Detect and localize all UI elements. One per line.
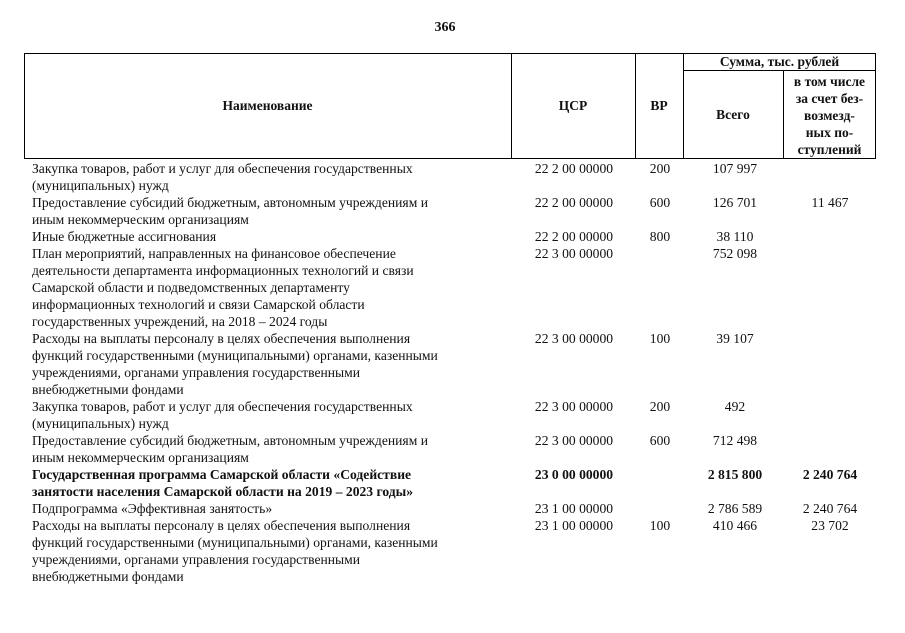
table-row xyxy=(0,466,905,500)
header-free-line: за счет без- xyxy=(795,90,864,106)
row-total: 712 498 xyxy=(712,433,758,448)
table-row xyxy=(0,398,905,432)
row-total: 38 110 xyxy=(716,229,754,244)
row-vr: 600 xyxy=(649,195,671,210)
row-total: 126 701 xyxy=(712,195,758,210)
row-code: 22 2 00 00000 xyxy=(534,229,614,244)
row-vr: 200 xyxy=(649,161,671,176)
row-vr: 100 xyxy=(649,518,671,533)
row-name-line: учреждениями, органами управления государственными xyxy=(32,365,361,380)
row-free: 11 467 xyxy=(811,195,849,210)
row-name-line: Расходы на выплаты персоналу в целях обеспечения выполнения xyxy=(32,331,411,346)
row-total: 107 997 xyxy=(712,161,758,176)
row-name-line: государственных учреждений, на 2018 – 2024 годы xyxy=(32,314,328,329)
row-vr: 200 xyxy=(649,399,671,414)
row-name-line: Иные бюджетные ассигнования xyxy=(32,229,217,244)
header-free-line: возмезд- xyxy=(804,107,855,123)
table-body xyxy=(0,160,905,585)
row-code: 23 1 00 00000 xyxy=(534,501,614,516)
row-code: 22 2 00 00000 xyxy=(534,161,614,176)
row-vr: 100 xyxy=(649,331,671,346)
row-code: 23 0 00 00000 xyxy=(534,467,614,482)
table-header xyxy=(24,53,876,159)
row-total: 2 815 800 xyxy=(707,467,763,482)
page-number: 366 xyxy=(434,20,456,35)
table-row xyxy=(0,432,905,466)
row-name-line: информационных технологий и связи Самарской области xyxy=(32,297,365,312)
row-name-line: иным некоммерческим организациям xyxy=(32,212,249,227)
header-vr: ВР xyxy=(650,98,668,113)
row-name xyxy=(32,228,492,245)
row-vr: 600 xyxy=(649,433,671,448)
row-name xyxy=(32,245,492,330)
row-name-line: План мероприятий, направленных на финансовое обеспечение xyxy=(32,246,396,261)
row-name-line: Самарской области и подведомственных департаменту xyxy=(32,280,350,295)
table-row xyxy=(0,194,905,228)
row-name-line: Предоставление субсидий бюджетным, автономным учреждениям и xyxy=(32,433,428,448)
row-name-line: Закупка товаров, работ и услуг для обеспечения государственных xyxy=(32,399,413,414)
row-code: 22 2 00 00000 xyxy=(534,195,614,210)
row-total: 2 786 589 xyxy=(707,501,763,516)
row-name xyxy=(32,194,492,228)
row-name xyxy=(32,398,492,432)
row-total: 492 xyxy=(724,399,746,414)
header-csr: ЦСР xyxy=(558,98,588,113)
row-name-line: Закупка товаров, работ и услуг для обеспечения государственных xyxy=(32,161,413,176)
table-row xyxy=(0,500,905,517)
row-name-line: (муниципальных) нужд xyxy=(32,416,169,431)
row-name xyxy=(32,160,492,194)
table-row xyxy=(0,160,905,194)
row-name-line: внебюджетными фондами xyxy=(32,382,184,397)
header-free-line: ных по- xyxy=(805,124,854,140)
row-name-line: функций государственными (муниципальными) органами, казенными xyxy=(32,348,438,363)
row-name-line: иным некоммерческим организациям xyxy=(32,450,249,465)
row-code: 23 1 00 00000 xyxy=(534,518,614,533)
header-free-line: в том числе xyxy=(793,73,866,89)
row-free: 2 240 764 xyxy=(802,467,858,482)
row-name xyxy=(32,432,492,466)
row-name-line: учреждениями, органами управления государственными xyxy=(32,552,361,567)
row-name-line: деятельности департамента информационных технологий и связи xyxy=(32,263,414,278)
row-code: 22 3 00 00000 xyxy=(534,331,614,346)
row-name-line: занятости населения Самарской области на 2019 – 2023 годы» xyxy=(32,484,414,499)
row-name-line: функций государственными (муниципальными) органами, казенными xyxy=(32,535,438,550)
table-row xyxy=(0,330,905,398)
row-name xyxy=(32,500,492,517)
row-name-line: внебюджетными фондами xyxy=(32,569,184,584)
row-name-line: Предоставление субсидий бюджетным, автономным учреждениям и xyxy=(32,195,428,210)
header-free-line: ступлений xyxy=(797,141,862,157)
row-code: 22 3 00 00000 xyxy=(534,399,614,414)
header-name: Наименование xyxy=(222,98,313,113)
row-name xyxy=(32,517,492,585)
row-free: 2 240 764 xyxy=(802,501,858,516)
table-row xyxy=(0,245,905,330)
table-row xyxy=(0,517,905,585)
row-free: 23 702 xyxy=(811,518,849,533)
header-sum-group: Сумма, тыс. рублей xyxy=(719,54,840,69)
row-code: 22 3 00 00000 xyxy=(534,246,614,261)
row-code: 22 3 00 00000 xyxy=(534,433,614,448)
row-name-line: Государственная программа Самарской области «Содействие xyxy=(32,467,412,482)
row-total: 752 098 xyxy=(712,246,758,261)
row-total: 39 107 xyxy=(716,331,754,346)
header-including-free xyxy=(783,71,876,159)
row-name-line: (муниципальных) нужд xyxy=(32,178,169,193)
row-name xyxy=(32,466,492,500)
row-name-line: Расходы на выплаты персоналу в целях обеспечения выполнения xyxy=(32,518,411,533)
row-name xyxy=(32,330,492,398)
row-total: 410 466 xyxy=(712,518,758,533)
row-vr: 800 xyxy=(649,229,671,244)
row-name-line: Подпрограмма «Эффективная занятость» xyxy=(32,501,273,516)
header-total: Всего xyxy=(716,107,750,122)
table-row xyxy=(0,228,905,245)
